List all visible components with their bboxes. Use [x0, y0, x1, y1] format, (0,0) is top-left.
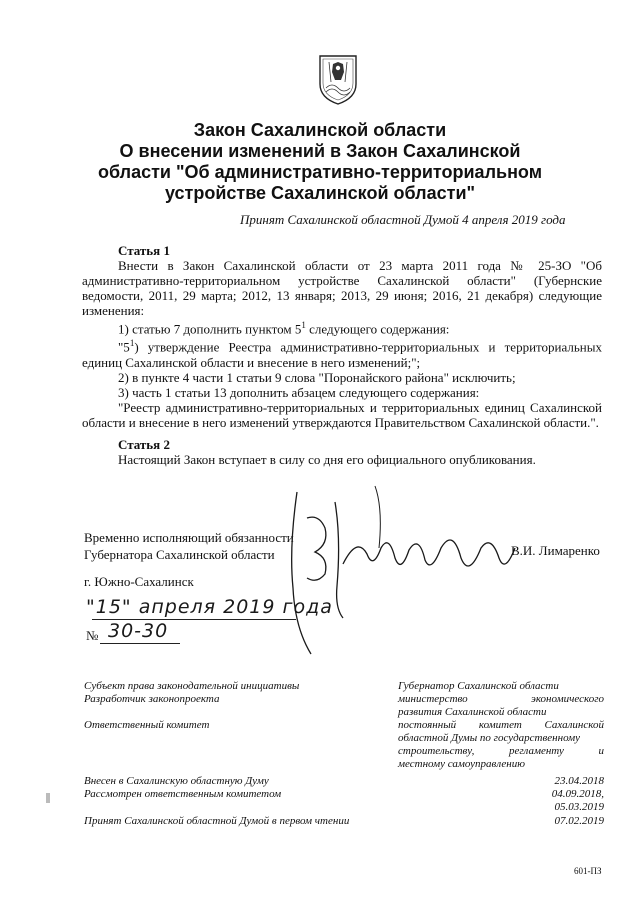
subject-value: Губернатор Сахалинской области	[398, 680, 559, 692]
law-title-line-2: О внесении изменений в Закон Сахалинской	[119, 141, 521, 161]
article-2-heading: Статья 2	[118, 437, 170, 452]
adoption-note: Принят Сахалинской областной Думой 4 апреля 2019 года	[240, 212, 566, 227]
law-title-line-3: области "Об административно-территориальном	[97, 162, 543, 182]
scan-mark	[46, 793, 50, 803]
position-line-2: Губернатора Сахалинской области	[84, 547, 275, 562]
item-1-superscript: 1	[301, 320, 306, 330]
article-2-text: Настоящий Закон вступает в силу со дня его официального опубликования.	[118, 452, 536, 467]
law-title-line-4: устройстве Сахалинской области"	[164, 183, 476, 203]
article-2	[82, 437, 602, 467]
number-underline	[100, 643, 180, 644]
first-reading-label: Принят Сахалинской областной Думой в первом чтении	[84, 815, 350, 827]
developer-label: Разработчик законопроекта	[84, 693, 220, 705]
committee-value-4: местному самоуправлению	[398, 758, 525, 770]
law-title-line-1: Закон Сахалинской области	[193, 120, 447, 140]
submitted-date: 23.04.2018	[554, 775, 604, 787]
article-1-quote-1	[82, 336, 602, 369]
developer-value-2: развития Сахалинской области	[398, 706, 547, 718]
subject-label: Субъект права законодательной инициативы	[84, 680, 300, 692]
quote-1-open: "5	[118, 339, 130, 355]
submitted-label: Внесен в Сахалинскую областную Думу	[84, 775, 269, 787]
article-1-heading: Статья 1	[118, 243, 170, 258]
quote-1-superscript: 1	[129, 338, 135, 349]
committee-label: Ответственный комитет	[84, 719, 210, 731]
signatory-name: В.И. Лимаренко	[511, 543, 600, 558]
article-1-item-1	[82, 318, 602, 336]
first-reading-date: 07.02.2019	[554, 815, 604, 827]
signatory-position	[84, 529, 294, 563]
article-1-intro: Внести в Закон Сахалинской области от 23 марта 2011 года № 25-ЗО "Об административно-территориальном устройстве Сахалинской области" (Губернские ведомости, 2011, 29 марта; 2012, 13 января; 2013, 29 июня; 2016, 21 декабря) следующие изменения:	[82, 258, 602, 318]
handwritten-number: 30-30	[108, 620, 169, 642]
handwritten-date: "15" апреля 2019 года	[86, 596, 333, 618]
developer-value-1: министерство экономического	[398, 693, 604, 705]
committee-value-3: строительству, регламенту и	[398, 745, 604, 757]
article-1-item-3: 3) часть 1 статьи 13 дополнить абзацем следующего содержания:	[118, 384, 480, 400]
committee-value-2: областной Думы по государственному	[398, 732, 581, 744]
city: г. Южно-Сахалинск	[84, 574, 194, 589]
document-code: 601-ПЗ	[574, 866, 602, 876]
quote-1-text: ) утверждение Реестра административно-территориальных и территориальных единиц Сахалинской области и внесение в него изменений;";	[82, 339, 602, 370]
article-1	[82, 243, 602, 430]
item-1-text-end: следующего содержания:	[305, 321, 450, 337]
article-1-quote-2: "Реестр административно-территориальных и территориальных единиц Сахалинской области и внесение в него изменений утверждаются Правительством Сахалинской области.".	[82, 399, 602, 430]
article-1-item-2: 2) в пункте 4 части 1 статьи 9 слова "Поронайского района" исключить;	[118, 369, 516, 385]
number-sign: №	[86, 628, 99, 643]
reviewed-date-1: 04.09.2018,	[551, 788, 604, 800]
item-1-text: 1) статью 7 дополнить пунктом 5	[118, 321, 302, 337]
reviewed-label: Рассмотрен ответственным комитетом	[84, 788, 282, 800]
reviewed-date-2: 05.03.2019	[554, 801, 604, 813]
handwritten-signature	[285, 478, 520, 658]
committee-value-1: постоянный комитет Сахалинской	[398, 719, 604, 731]
position-line-1: Временно исполняющий обязанности	[84, 530, 294, 545]
coat-of-arms-icon	[317, 52, 359, 106]
